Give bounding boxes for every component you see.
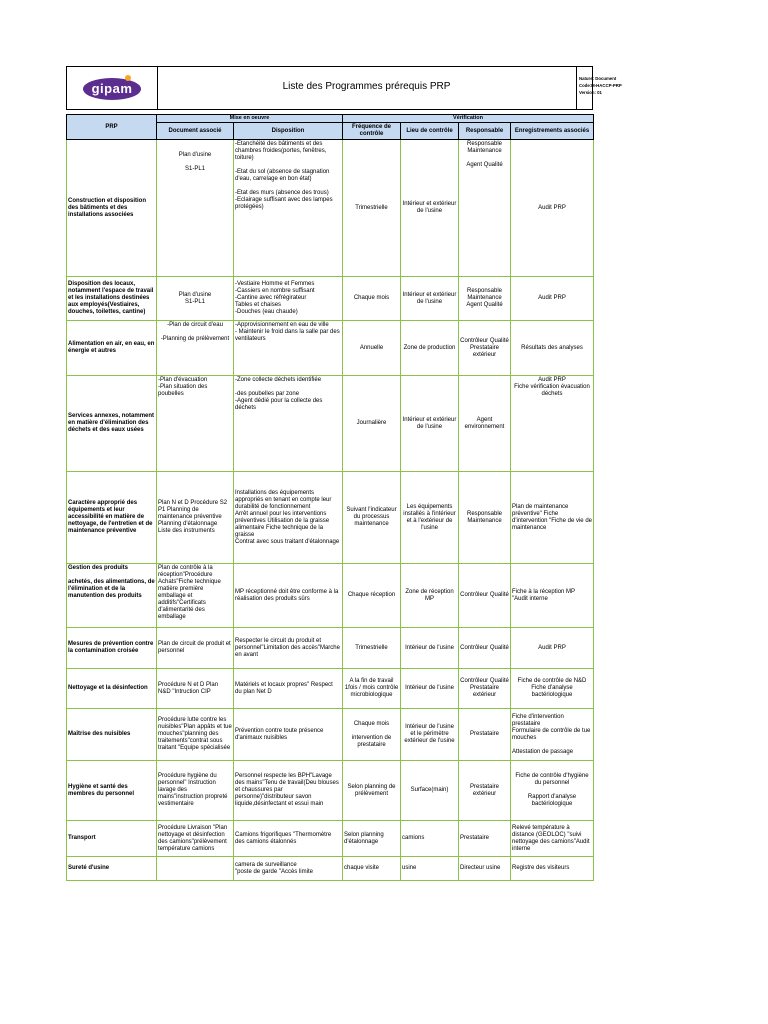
cell-freq: Trimestrielle xyxy=(343,140,401,277)
cell-disp: -Vestiaire Homme et Femmes -Cassiers en nombre suffisant -Cantine avec réfrégirateur Tables et chaises -Douches (eau chaude) xyxy=(234,277,343,321)
cell-disp: -Zone collecte déchets identifiée -des poubelles par zone -Agent dédié pour la collecte des déchets xyxy=(234,376,343,472)
table-row xyxy=(67,376,594,472)
gipam-logo: gipam xyxy=(83,78,141,100)
cell-doc: Plan N et D Procédure S2 P1 Planning de maintenance préventive Planning d'étalonnage Liste des instruments xyxy=(157,472,234,564)
group-header-verif: Vérification xyxy=(343,115,594,123)
cell-doc: -Plan de circuit d'eau -Planning de prélèvement xyxy=(157,321,234,376)
table-row xyxy=(67,277,594,321)
cell-disp: MP réceptionné doit être conforme à la réalisation des produits sûrs xyxy=(234,564,343,628)
col-header-prp: PRP xyxy=(67,115,157,140)
cell-disp: Camions frigorifiques "Thermomètre des camions étalonnés xyxy=(234,821,343,857)
col-header-lieu: Lieu de contrôle xyxy=(401,123,459,140)
cell-disp: Installations des équipements appropriés en tenant en compte leur durabilité de fonctionnement Arrêt annuel pour les interventions préventives Utilisation de la graisse alimentaire Fiche technique de la graisse Contrat avec sous traitant d'étalonnage xyxy=(234,472,343,564)
cell-disp: Prévention contre toute présence d'animaux nuisibles xyxy=(234,709,343,761)
cell-enr: Audit PRP xyxy=(511,277,594,321)
col-header-resp: Responsable xyxy=(459,123,511,140)
cell-disp: -Etanchéité des bâtiments et des chambres froides(portes, fenêtres, toiture) -Etat du sol (absence de stagnation d'eau, carrelage en bon état) -Etat des murs (absence des trous) -Eclairage suffisant avec des lampes protégées) xyxy=(234,140,343,277)
cell-freq: Trimestrielle xyxy=(343,628,401,669)
cell-freq: Selon planning d'étalonnage xyxy=(343,821,401,857)
cell-prp: Hygiène et santé des membres du personnel xyxy=(67,761,157,821)
group-header-mise: Mise en oeuvre xyxy=(157,115,343,123)
table-row xyxy=(67,140,594,277)
cell-prp: Maîtrise des nuisibles xyxy=(67,709,157,761)
cell-disp: -Approvisionnement en eau de ville - Maintenir le froid dans la salle par des ventilateurs xyxy=(234,321,343,376)
cell-freq: Chaque mois xyxy=(343,277,401,321)
cell-freq: Journalière xyxy=(343,376,401,472)
cell-resp: Agent environnement xyxy=(459,376,511,472)
table-row xyxy=(67,472,594,564)
cell-resp: Prestataire xyxy=(459,709,511,761)
cell-lieu: camions xyxy=(401,821,459,857)
cell-enr: Audit PRP Fiche vérification évacuation déchets xyxy=(511,376,594,472)
cell-doc: Procédure Livraison "Plan nettoyage et désinfection des camions"prélèvement température camions xyxy=(157,821,234,857)
cell-resp: Contrôleur Qualité xyxy=(459,628,511,669)
table-row xyxy=(67,669,594,709)
cell-freq: Chaque réception xyxy=(343,564,401,628)
table-row xyxy=(67,709,594,761)
cell-doc xyxy=(157,857,234,881)
table-row xyxy=(67,628,594,669)
cell-enr: Résultats des analyses xyxy=(511,321,594,376)
cell-enr: Fiche de contrôle d'hygiène du personnel Rapport d'analyse bactériologique xyxy=(511,761,594,821)
cell-lieu: Intérieur de l'usine xyxy=(401,669,459,709)
cell-disp: Matériels et locaux propres" Respect du plan Net D xyxy=(234,669,343,709)
meta-version: Version: 01 xyxy=(579,90,602,95)
cell-lieu: Surface(main) xyxy=(401,761,459,821)
cell-freq: Selon planning de prélèvement xyxy=(343,761,401,821)
cell-enr: Fiche à la réception MP "Audit interne xyxy=(511,564,594,628)
cell-freq: chaque visite xyxy=(343,857,401,881)
cell-resp: Contrôleur Qualité Prestataire extérieur xyxy=(459,669,511,709)
cell-doc: Plan d'usine S1-PL1 xyxy=(157,277,234,321)
table-row xyxy=(67,761,594,821)
cell-resp: Prestataire xyxy=(459,821,511,857)
cell-doc: Plan de contrôle à la réception"Procédure Achats"Fiche technique matière première emballage et additifs"Certificats d'alimentarité des emballage xyxy=(157,564,234,628)
cell-freq: Suivant l'indicateur du processus maintenance xyxy=(343,472,401,564)
cell-resp: Responsable Maintenance xyxy=(459,472,511,564)
table-row xyxy=(67,857,594,881)
cell-enr: Fiche de contrôle de N&D Fiche d'analyse bactériologique xyxy=(511,669,594,709)
cell-prp: Transport xyxy=(67,821,157,857)
cell-freq: Annuelle xyxy=(343,321,401,376)
prp-table xyxy=(66,114,594,881)
cell-resp: Contrôleur Qualité xyxy=(459,564,511,628)
cell-lieu: Intérieur et extérieur de l'usine xyxy=(401,376,459,472)
meta-code: Code:M-HACCP-PRP xyxy=(579,83,622,88)
logo-dot-icon xyxy=(125,75,131,81)
cell-resp: Responsable Maintenance Agent Qualité xyxy=(459,277,511,321)
cell-enr: Audit PRP xyxy=(511,628,594,669)
cell-resp: Contrôleur Qualité Prestataire extérieur xyxy=(459,321,511,376)
cell-lieu: Intérieur de l'usine xyxy=(401,628,459,669)
cell-prp: Sureté d'usine xyxy=(67,857,157,881)
cell-enr: Fiche d'intervention prestataire Formulaire de contrôle de tue mouches Attestation de passage xyxy=(511,709,594,761)
cell-prp: Disposition des locaux, notamment l'espace de travail et les installations destinées aux employés(Vestiaires, douches, toilettes, cantine) xyxy=(67,277,157,321)
cell-resp: Directeur usine xyxy=(459,857,511,881)
cell-doc: Plan d'usine S1-PL1 xyxy=(157,140,234,277)
cell-prp: Caractère approprié des équipements et leur accessibilité en matière de nettoyage, de l'entretien et de maintenance préventive xyxy=(67,472,157,564)
meta-nature: Nature: Document xyxy=(579,76,617,81)
cell-lieu: Les équipements installés à l'intérieur et à l'extérieur de l'usine xyxy=(401,472,459,564)
cell-disp: Respecter le circuit du produit et personnel"Limitation des accès"Marche en avant xyxy=(234,628,343,669)
cell-doc: Procédure N et D Plan N&D "Intruction CIP xyxy=(157,669,234,709)
cell-prp: Construction et disposition des bâtiments et des installations associées xyxy=(67,140,157,277)
cell-enr: Audit PRP xyxy=(511,140,594,277)
table-row xyxy=(67,821,594,857)
cell-disp: camera de surveillance "poste de garde "Accès limite xyxy=(234,857,343,881)
cell-doc: Procédure hygiène du personnel" Instruction lavage des mains"instruction propreté vestimentaire xyxy=(157,761,234,821)
table-row xyxy=(67,321,594,376)
cell-enr: Registre des visiteurs xyxy=(511,857,594,881)
cell-prp: Gestion des produits achetés, des alimentations, de l'élimination et de la manutention des produits xyxy=(67,564,157,628)
cell-resp: Prestataire extérieur xyxy=(459,761,511,821)
document-meta xyxy=(576,67,659,109)
cell-resp: Responsable Maintenance Agent Qualité xyxy=(459,140,511,277)
cell-enr: Relevé température à distance (GEOLOC) "suivi nettoyage des camions"Audit interne xyxy=(511,821,594,857)
cell-lieu: Intérieur et extérieur de l'usine xyxy=(401,140,459,277)
cell-freq: A la fin de travail 1fois / mois contrôle microbiologique xyxy=(343,669,401,709)
col-header-freq: Fréquence de contrôle xyxy=(343,123,401,140)
cell-lieu: usine xyxy=(401,857,459,881)
cell-prp: Alimentation en air, en eau, en énergie et autres xyxy=(67,321,157,376)
cell-lieu: Intérieur de l'usine et le périmètre extérieur de l'usine xyxy=(401,709,459,761)
logo-cell xyxy=(67,67,158,109)
table-row xyxy=(67,564,594,628)
col-header-disp: Disposition xyxy=(234,123,343,140)
cell-lieu: Zone de production xyxy=(401,321,459,376)
cell-doc: Plan de circuit de produit et personnel xyxy=(157,628,234,669)
cell-prp: Mesures de prévention contre la contamination croisée xyxy=(67,628,157,669)
cell-enr: Plan de maintenance préventive" Fiche d'intervention "Fiche de vie de maintenance xyxy=(511,472,594,564)
cell-lieu: Intérieur et extérieur de l'usine xyxy=(401,277,459,321)
cell-disp: Personnel respecte les BPH"Lavage des mains"Tenu de travail(Deu blouses et chaussures par personne)"distributeur savon liquide,désinfectant et essui main xyxy=(234,761,343,821)
cell-doc: -Plan d'évacuation -Plan situation des poubelles xyxy=(157,376,234,472)
cell-prp: Nettoyage et la désinfection xyxy=(67,669,157,709)
cell-prp: Services annexes, notamment en matière d'élimination des déchets et des eaux usées xyxy=(67,376,157,472)
document-header xyxy=(66,66,622,110)
document-title: Liste des Programmes prérequis PRP xyxy=(282,81,451,92)
col-header-doc: Document associé xyxy=(157,123,234,140)
col-header-enr: Enregistrements associés xyxy=(511,123,594,140)
cell-doc: Procédure lutte contre les nuisibles"Plan appâts et tue mouches"planning des traitements"contrat sous traitant "Equipe spécialisée xyxy=(157,709,234,761)
cell-lieu: Zone de réception MP xyxy=(401,564,459,628)
cell-freq: Chaque mois intervention de prestataire xyxy=(343,709,401,761)
